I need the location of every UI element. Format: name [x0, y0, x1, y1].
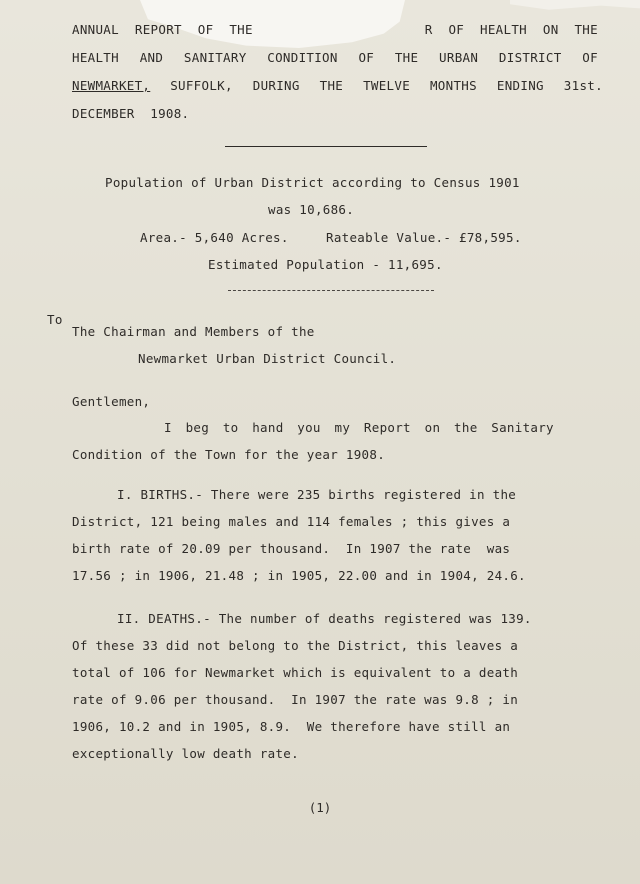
deaths-line-6: exceptionally low death rate. — [72, 746, 299, 761]
heading-rule — [225, 146, 427, 147]
heading-line-2: HEALTH AND SANITARY CONDITION OF THE URBAN DISTRICT OF — [72, 50, 598, 65]
page-number: (1) — [308, 800, 332, 815]
births-line-4: 17.56 ; in 1906, 21.48 ; in 1905, 22.00 and in 1904, 24.6. — [72, 568, 526, 583]
deaths-line-5: 1906, 10.2 and in 1905, 8.9. We therefore have still an — [72, 719, 511, 734]
intro-line-1: I beg to hand you my Report on the Sanitary — [164, 420, 554, 435]
address-line-1: The Chairman and Members of the — [72, 324, 315, 339]
births-line-1: I. BIRTHS.- There were 235 births registered in the — [117, 487, 517, 502]
intro-line-2: Condition of the Town for the year 1908. — [72, 447, 386, 462]
births-line-2: District, 121 being males and 114 females ; this gives a — [72, 514, 511, 529]
heading-line-3: NEWMARKET, SUFFOLK, DURING THE TWELVE MONTHS ENDING 31st. — [72, 78, 603, 93]
births-line-3: birth rate of 20.09 per thousand. In 1907 the rate was — [72, 541, 511, 556]
deaths-line-4: rate of 9.06 per thousand. In 1907 the rate was 9.8 ; in — [72, 692, 519, 707]
area-text: Area.- 5,640 Acres. — [140, 230, 289, 245]
address-to: To — [47, 312, 63, 327]
salutation: Gentlemen, — [72, 394, 151, 409]
address-line-2: Newmarket Urban District Council. — [138, 351, 397, 366]
torn-edge — [510, 0, 640, 14]
rateable-value-text: Rateable Value.- £78,595. — [326, 230, 522, 245]
heading-line-1: ANNUAL REPORT OF THE R OF HEALTH ON THE — [72, 22, 598, 37]
deaths-line-3: total of 106 for Newmarket which is equivalent to a death — [72, 665, 519, 680]
place-name: NEWMARKET, — [72, 78, 151, 93]
population-rule — [228, 290, 434, 291]
population-line-1: Population of Urban District according to Census 1901 — [105, 175, 520, 190]
heading-line-4: DECEMBER 1908. — [72, 106, 190, 121]
population-line-2: was 10,686. — [268, 202, 355, 217]
deaths-line-2: Of these 33 did not belong to the District, this leaves a — [72, 638, 519, 653]
deaths-line-1: II. DEATHS.- The number of deaths registered was 139. — [117, 611, 532, 626]
estimated-population-text: Estimated Population - 11,695. — [208, 257, 443, 272]
